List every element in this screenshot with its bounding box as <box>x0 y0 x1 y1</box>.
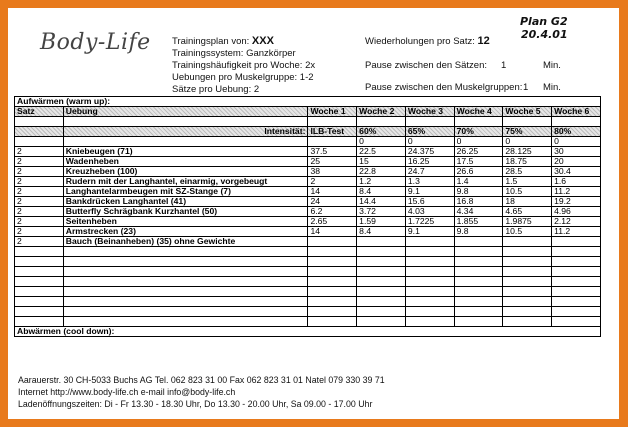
empty-row <box>15 257 601 267</box>
table-header-row <box>15 107 601 117</box>
pause-sets-value: 1 <box>501 60 507 71</box>
set-count: 2 <box>15 207 64 217</box>
exercise-name: Kniebeugen (71) <box>63 147 308 157</box>
weight-cell: 10.5 <box>503 187 552 197</box>
weight-cell: 4.65 <box>503 207 552 217</box>
weight-cell: 24.7 <box>405 167 454 177</box>
weight-cell: 28.5 <box>503 167 552 177</box>
empty-row <box>15 277 601 287</box>
intensity-row <box>15 127 601 137</box>
weight-cell <box>405 237 454 247</box>
table-cell: 65% <box>405 127 454 137</box>
exercise-name: Butterfly Schrägbank Kurzhantel (50) <box>63 207 308 217</box>
plan-info <box>172 35 315 96</box>
col-header: Uebung <box>63 107 308 117</box>
col-header: Woche 3 <box>405 107 454 117</box>
pause-groups-unit: Min. <box>543 82 561 93</box>
weight-cell: 10.5 <box>503 227 552 237</box>
exercise-name: Wadenheben <box>63 157 308 167</box>
table-row <box>15 227 601 237</box>
exercise-name: Bankdrücken Langhantel (41) <box>63 197 308 207</box>
weight-cell: 30.4 <box>552 167 601 177</box>
weight-cell: 17.5 <box>454 157 503 167</box>
set-count: 2 <box>15 157 64 167</box>
col-header: Woche 1 <box>308 107 357 117</box>
weight-cell: 4.96 <box>552 207 601 217</box>
exercise-name: Langhantelarmbeugen mit SZ-Stange (7) <box>63 187 308 197</box>
empty-row <box>15 297 601 307</box>
intensity-label: Intensität: <box>63 127 308 137</box>
table-cell: 0 <box>405 137 454 147</box>
table-row <box>15 157 601 167</box>
table-cell: 0 <box>552 137 601 147</box>
exercise-name: Rudern mit der Langhantel, einarmig, vorgebeugt <box>63 177 308 187</box>
weight-cell: 11.2 <box>552 227 601 237</box>
set-count: 2 <box>15 227 64 237</box>
pause-sets-label: Pause zwischen den Sätzen: <box>365 60 487 71</box>
reps-label: Wiederholungen pro Satz: <box>365 36 475 47</box>
weight-cell: 18.75 <box>503 157 552 167</box>
body-life-logo <box>40 30 160 60</box>
weight-cell: 25 <box>308 157 357 167</box>
weight-cell: 14 <box>308 187 357 197</box>
table-cell: 80% <box>552 127 601 137</box>
reps-value: 12 <box>477 35 490 47</box>
weight-cell: 37.5 <box>308 147 357 157</box>
pause-groups-info <box>365 82 522 94</box>
weight-cell: 26.6 <box>454 167 503 177</box>
set-count: 2 <box>15 167 64 177</box>
training-system: Trainingssystem: Ganzkörper <box>172 48 296 59</box>
warmup-row <box>15 97 601 107</box>
col-header: Woche 4 <box>454 107 503 117</box>
pause-groups-label: Pause zwischen den Muskelgruppen: <box>365 82 523 93</box>
spacer-row <box>15 117 601 127</box>
weight-cell: 15 <box>357 157 406 167</box>
weight-cell: 1.855 <box>454 217 503 227</box>
weight-cell: 22.8 <box>357 167 406 177</box>
exercise-name: Seitenheben <box>63 217 308 227</box>
table-cell: 70% <box>454 127 503 137</box>
weight-cell: 9.8 <box>454 187 503 197</box>
reps-info <box>365 35 490 48</box>
weight-cell: 15.6 <box>405 197 454 207</box>
weight-cell: 6.2 <box>308 207 357 217</box>
table-cell: 75% <box>503 127 552 137</box>
zero-row <box>15 137 601 147</box>
weight-cell <box>454 237 503 247</box>
table-row <box>15 177 601 187</box>
pause-sets-unit: Min. <box>543 60 561 71</box>
weight-cell: 1.4 <box>454 177 503 187</box>
weight-cell: 8.4 <box>357 227 406 237</box>
exercise-name: Armstrecken (23) <box>63 227 308 237</box>
set-count: 2 <box>15 187 64 197</box>
weight-cell <box>308 237 357 247</box>
weight-cell: 11.2 <box>552 187 601 197</box>
weight-cell: 2 <box>308 177 357 187</box>
table-row <box>15 207 601 217</box>
set-count: 2 <box>15 177 64 187</box>
table-row <box>15 217 601 227</box>
weight-cell: 22.5 <box>357 147 406 157</box>
pause-sets-info <box>365 60 487 72</box>
weight-cell: 2.65 <box>308 217 357 227</box>
weight-cell: 9.1 <box>405 187 454 197</box>
exercises-per-group: Uebungen pro Muskelgruppe: 1-2 <box>172 72 314 83</box>
weight-cell: 20 <box>552 157 601 167</box>
weight-cell: 1.5 <box>503 177 552 187</box>
weight-cell: 4.03 <box>405 207 454 217</box>
weight-cell: 26.25 <box>454 147 503 157</box>
set-count: 2 <box>15 197 64 207</box>
table-cell <box>308 137 357 147</box>
training-frequency: Trainingshäufigkeit pro Woche: 2x <box>172 60 316 71</box>
weight-cell: 16.25 <box>405 157 454 167</box>
pause-groups-value: 1 <box>523 82 529 93</box>
empty-row <box>15 247 601 257</box>
weight-cell: 4.34 <box>454 207 503 217</box>
plan-stamp <box>520 15 568 41</box>
weight-cell: 1.59 <box>357 217 406 227</box>
empty-row <box>15 317 601 327</box>
stamp-plan: Plan G2 <box>520 15 568 28</box>
weight-cell: 24.375 <box>405 147 454 157</box>
empty-row <box>15 267 601 277</box>
exercise-name: Bauch (Beinanheben) (35) ohne Gewichte <box>63 237 308 247</box>
exercise-name: Kreuzheben (100) <box>63 167 308 177</box>
table-row <box>15 197 601 207</box>
weight-cell: 14 <box>308 227 357 237</box>
table-cell: 0 <box>503 137 552 147</box>
web-line: Internet http://www.body-life.ch e-mail info@body-life.ch <box>18 387 236 397</box>
weight-cell: 9.1 <box>405 227 454 237</box>
cooldown-row <box>15 327 601 337</box>
weight-cell: 3.72 <box>357 207 406 217</box>
weight-cell: 30 <box>552 147 601 157</box>
col-header: Satz <box>15 107 64 117</box>
plan-value: XXX <box>251 35 274 47</box>
training-table <box>14 96 601 337</box>
weight-cell <box>552 237 601 247</box>
weight-cell: 16.8 <box>454 197 503 207</box>
stamp-date: 20.4.01 <box>520 28 568 41</box>
weight-cell: 1.2 <box>357 177 406 187</box>
table-row <box>15 187 601 197</box>
empty-row <box>15 307 601 317</box>
weight-cell: 1.9875 <box>503 217 552 227</box>
weight-cell: 1.7225 <box>405 217 454 227</box>
weight-cell: 24 <box>308 197 357 207</box>
table-cell: 0 <box>357 137 406 147</box>
plan-label: Trainingsplan von: <box>172 36 250 47</box>
cooldown-label: Abwärmen (cool down): <box>15 327 601 337</box>
weight-cell: 28.125 <box>503 147 552 157</box>
set-count: 2 <box>15 147 64 157</box>
address-line: Aarauerstr. 30 CH-5033 Buchs AG Tel. 062 823 31 00 Fax 062 823 31 01 Natel 079 330 39 71 <box>18 375 385 385</box>
col-header: Woche 2 <box>357 107 406 117</box>
weight-cell: 18 <box>503 197 552 207</box>
logo-text: Body-Life <box>40 30 151 55</box>
table-cell: 60% <box>357 127 406 137</box>
weight-cell: 38 <box>308 167 357 177</box>
weight-cell <box>503 237 552 247</box>
weight-cell <box>357 237 406 247</box>
weight-cell: 1.6 <box>552 177 601 187</box>
weight-cell: 9.8 <box>454 227 503 237</box>
empty-row <box>15 287 601 297</box>
set-count: 2 <box>15 217 64 227</box>
table-row <box>15 147 601 157</box>
weight-cell: 2.12 <box>552 217 601 227</box>
table-row <box>15 167 601 177</box>
weight-cell: 14.4 <box>357 197 406 207</box>
opening-hours-line: Ladenöffnungszeiten: Di - Fr 13.30 - 18.30 Uhr, Do 13.30 - 20.00 Uhr, Sa 09.00 - 17.00 Uhr <box>18 399 373 409</box>
weight-cell: 8.4 <box>357 187 406 197</box>
col-header: Woche 5 <box>503 107 552 117</box>
sets-per-exercise: Sätze pro Uebung: 2 <box>172 84 260 95</box>
table-cell: 0 <box>454 137 503 147</box>
weight-cell: 1.3 <box>405 177 454 187</box>
table-row <box>15 237 601 247</box>
warmup-label: Aufwärmen (warm up): <box>15 97 601 107</box>
table-cell: ILB-Test <box>308 127 357 137</box>
set-count: 2 <box>15 237 64 247</box>
col-header: Woche 6 <box>552 107 601 117</box>
weight-cell: 19.2 <box>552 197 601 207</box>
